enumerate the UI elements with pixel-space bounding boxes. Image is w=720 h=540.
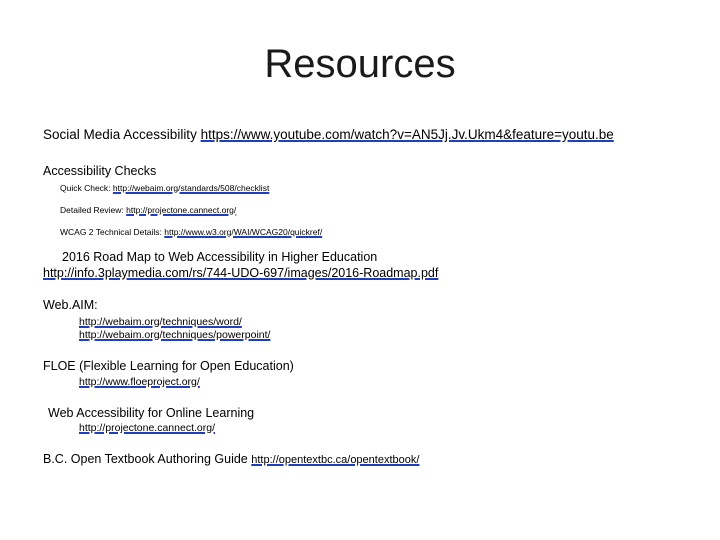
- webaim-label: Web.AIM:: [43, 298, 98, 312]
- detailed-review-label: Detailed Review:: [60, 205, 124, 215]
- web-online-row: [79, 422, 215, 434]
- web-online-link[interactable]: http://projectone.cannect.org/: [79, 422, 216, 434]
- social-media-label: Social Media Accessibility: [43, 127, 197, 142]
- roadmap-label: 2016 Road Map to Web Accessibility in Higher Education: [62, 250, 378, 264]
- bc-open-link[interactable]: http://opentextbc.ca/opentextbook/: [251, 454, 420, 466]
- webaim-word-row: [79, 316, 242, 328]
- bc-open-row: [43, 452, 419, 466]
- quick-check-label: Quick Check:: [60, 183, 111, 193]
- webaim-word-link[interactable]: http://webaim.org/techniques/word/: [79, 316, 242, 328]
- wcag-details-row: [60, 227, 322, 237]
- wcag-details-label: WCAG 2 Technical Details:: [60, 227, 162, 237]
- slide-title: Resources: [264, 42, 456, 86]
- roadmap-link[interactable]: http://info.3playmedia.com/rs/744-UDO-697/images/2016-Roadmap.pdf: [43, 266, 439, 280]
- accessibility-checks-heading: Accessibility Checks: [43, 164, 157, 178]
- social-media-row: [43, 127, 614, 142]
- quick-check-link[interactable]: http://webaim.org/standards/508/checklist: [112, 183, 270, 193]
- bc-open-label: B.C. Open Textbook Authoring Guide: [43, 452, 248, 466]
- roadmap-row: [43, 266, 438, 280]
- detailed-review-row: [60, 205, 236, 215]
- floe-label: FLOE (Flexible Learning for Open Education): [43, 359, 294, 373]
- wcag-details-link[interactable]: http://www.w3.org/WAI/WCAG20/quickref/: [164, 227, 323, 237]
- web-online-label: Web Accessibility for Online Learning: [48, 406, 255, 420]
- detailed-review-link[interactable]: http://projectone.cannect.org/: [126, 205, 237, 215]
- floe-row: [79, 376, 200, 388]
- quick-check-row: [60, 183, 269, 193]
- webaim-powerpoint-link[interactable]: http://webaim.org/techniques/powerpoint/: [79, 329, 271, 341]
- social-media-link[interactable]: https://www.youtube.com/watch?v=AN5Jj.Jv.Ukm4&feature=youtu.be: [200, 127, 614, 142]
- webaim-powerpoint-row: [79, 329, 270, 341]
- floe-link[interactable]: http://www.floeproject.org/: [79, 376, 200, 388]
